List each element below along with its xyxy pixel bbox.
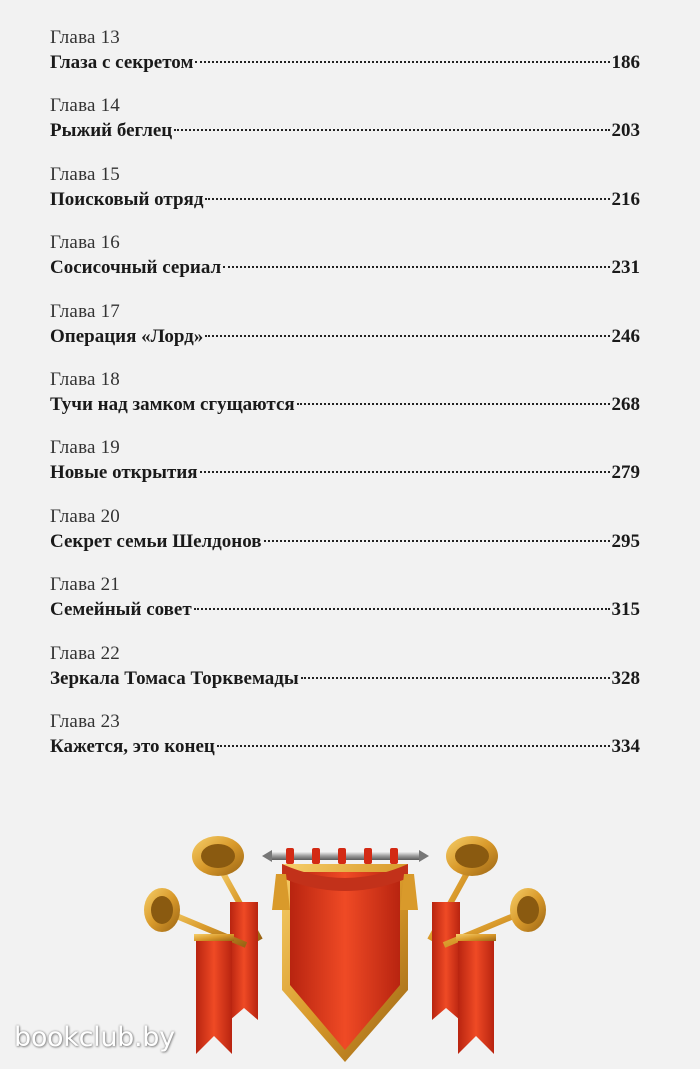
chapter-title: Операция «Лорд»: [50, 325, 204, 347]
toc-line: [50, 460, 640, 486]
page-number: 186: [611, 52, 640, 73]
chapter-title: Семейный совет: [50, 599, 192, 621]
toc-line: [50, 392, 640, 418]
watermark: bookclub.by: [14, 1022, 175, 1053]
toc-entry[interactable]: [50, 163, 640, 231]
page-number: 279: [611, 462, 640, 484]
toc-line: [50, 50, 640, 76]
chapter-number: Глава 17: [50, 300, 120, 322]
page-number: 315: [611, 599, 640, 621]
toc-entry[interactable]: [50, 573, 640, 641]
dot-leader: [200, 471, 610, 473]
toc-line: [50, 187, 640, 213]
dot-leader: [205, 335, 609, 337]
page-number: 334: [611, 735, 640, 757]
dot-leader: [195, 61, 609, 63]
page-number: 328: [611, 667, 640, 689]
page-number: 231: [611, 257, 640, 279]
chapter-number: Глава 14: [50, 95, 120, 117]
chapter-number: Глава 20: [50, 505, 120, 527]
toc-entry[interactable]: [50, 505, 640, 573]
chapter-title: Новые открытия: [50, 462, 198, 484]
table-of-contents: [50, 26, 640, 778]
chapter-title: Поисковый отряд: [50, 188, 204, 210]
chapter-number: Глава 19: [50, 437, 120, 459]
toc-line: [50, 324, 640, 350]
dot-leader: [174, 129, 609, 131]
toc-line: [50, 529, 640, 555]
toc-line: [50, 734, 640, 760]
chapter-number: Глава 23: [50, 710, 120, 732]
toc-line: [50, 118, 640, 144]
toc-entry[interactable]: [50, 26, 640, 94]
dot-leader: [194, 608, 610, 610]
chapter-title: Зеркала Томаса Торквемады: [50, 667, 299, 689]
chapter-title: Тучи над замком сгущаются: [50, 393, 295, 415]
chapter-title: Рыжий беглец: [50, 120, 173, 142]
toc-line: [50, 255, 640, 281]
dot-leader: [264, 540, 610, 542]
toc-entry[interactable]: [50, 642, 640, 710]
dot-leader: [301, 677, 610, 679]
dot-leader: [223, 266, 609, 268]
page-number: 295: [611, 530, 640, 552]
dot-leader: [297, 403, 610, 405]
chapter-title: Сосисочный сериал: [50, 257, 222, 279]
chapter-number: Глава 21: [50, 574, 120, 596]
chapter-number: Глава 15: [50, 163, 120, 185]
page-number: 246: [611, 325, 640, 347]
toc-entry[interactable]: [50, 94, 640, 162]
dot-leader: [217, 745, 610, 747]
toc-entry[interactable]: [50, 368, 640, 436]
toc-entry[interactable]: [50, 436, 640, 504]
toc-entry[interactable]: [50, 300, 640, 368]
page-number: 268: [611, 393, 640, 415]
page-number: 216: [611, 188, 640, 210]
toc-line: [50, 597, 640, 623]
toc-entry[interactable]: [50, 710, 640, 778]
chapter-title: Секрет семьи Шелдонов: [50, 530, 262, 552]
chapter-number: Глава 22: [50, 642, 120, 664]
chapter-title: Кажется, это конец: [50, 735, 215, 757]
toc-entry[interactable]: [50, 231, 640, 299]
dot-leader: [205, 198, 609, 200]
heraldic-banner-icon: [140, 830, 550, 1069]
chapter-number: Глава 13: [50, 27, 120, 48]
toc-line: [50, 666, 640, 692]
chapter-title: Глаза с секретом: [50, 52, 194, 73]
page-number: 203: [611, 120, 640, 142]
chapter-number: Глава 16: [50, 232, 120, 254]
chapter-number: Глава 18: [50, 368, 120, 390]
